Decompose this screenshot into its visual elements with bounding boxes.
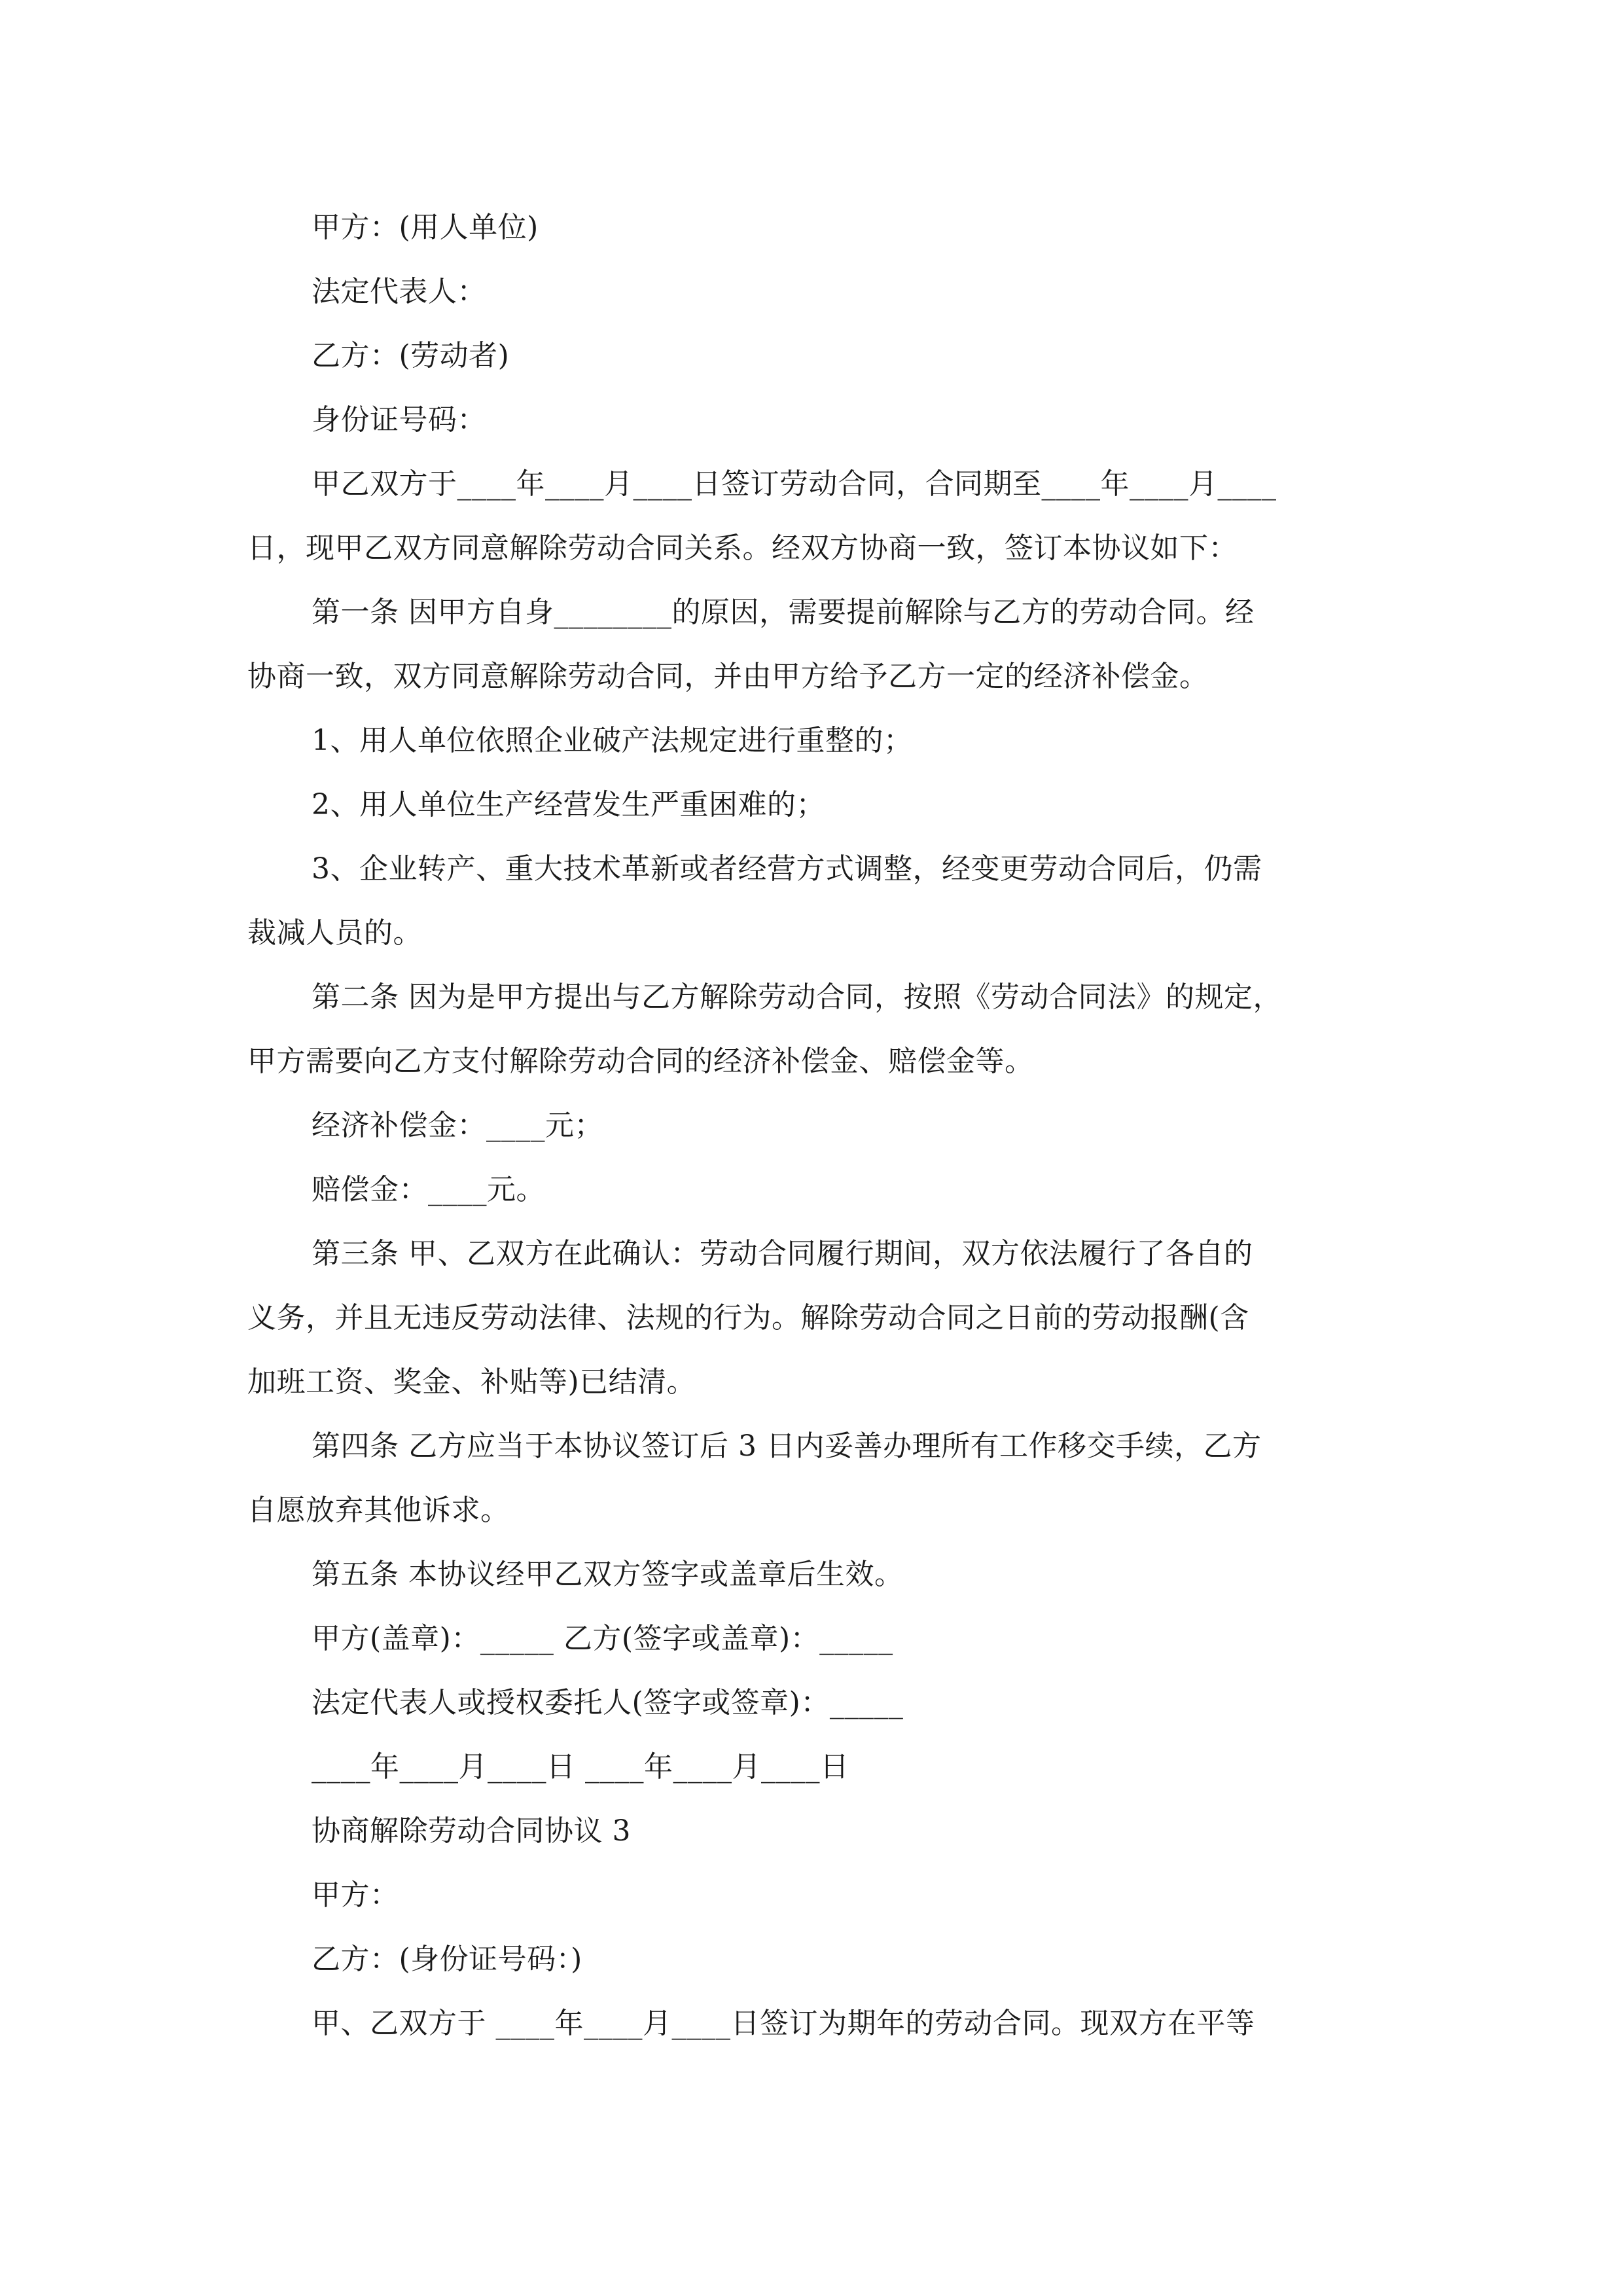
signature-line-parties: 甲方(盖章)：_____ 乙方(签字或盖章)：_____: [312, 1622, 893, 1655]
article-1-line-2: 协商一致，双方同意解除劳动合同，并由甲方给予乙方一定的经济补偿金。: [247, 660, 1209, 693]
severance-amount-line: 经济补偿金：____元；: [312, 1109, 603, 1142]
article-1-line-1: 第一条 因甲方自身________的原因，需要提前解除与乙方的劳动合同。经: [312, 596, 1255, 629]
section-heading-agreement-3: 协商解除劳动合同协议 3: [312, 1814, 631, 1848]
article-3-line-3: 加班工资、奖金、补贴等)已结清。: [247, 1365, 696, 1399]
agreement-3-preamble-line-1: 甲、乙双方于 ____年____月____日签订为期年的劳动合同。现双方在平等: [312, 2007, 1255, 2040]
party-b-label-2: 乙方：(身份证号码：): [312, 1943, 582, 1976]
article-2-line-1: 第二条 因为是甲方提出与乙方解除劳动合同，按照《劳动合同法》的规定，: [312, 980, 1282, 1014]
article-4-line-1: 第四条 乙方应当于本协议签订后 3 日内妥善办理所有工作移交手续，乙方: [312, 1429, 1262, 1463]
article-2-line-2: 甲方需要向乙方支付解除劳动合同的经济补偿金、赔偿金等。: [247, 1045, 1034, 1078]
reason-item-3-line-2: 裁减人员的。: [247, 916, 422, 950]
reason-item-1: 1、用人单位依照企业破产法规定进行重整的；: [312, 724, 913, 757]
legal-representative-label: 法定代表人：: [312, 275, 486, 308]
reason-item-2: 2、用人单位生产经营发生严重困难的；: [312, 788, 825, 821]
preamble-line-1: 甲乙双方于____年____月____日签订劳动合同，合同期至____年____月____: [312, 467, 1277, 501]
compensation-amount-line: 赔偿金：____元。: [312, 1173, 545, 1206]
party-b-label: 乙方：(劳动者): [312, 339, 510, 372]
signature-date-line: ____年____月____日 ____年____月____日: [312, 1750, 849, 1784]
party-a-label-2: 甲方：: [312, 1878, 399, 1912]
preamble-line-2: 日，现甲乙双方同意解除劳动合同关系。经双方协商一致，签订本协议如下：: [247, 531, 1238, 565]
party-a-label: 甲方：(用人单位): [312, 211, 539, 244]
article-4-line-2: 自愿放弃其他诉求。: [247, 1494, 510, 1527]
article-3-line-1: 第三条 甲、乙双方在此确认：劳动合同履行期间，双方依法履行了各自的: [312, 1237, 1253, 1270]
signature-line-representative: 法定代表人或授权委托人(签字或签章)：_____: [312, 1686, 904, 1719]
article-3-line-2: 义务，并且无违反劳动法律、法规的行为。解除劳动合同之日前的劳动报酬(含: [247, 1301, 1249, 1335]
article-5-line: 第五条 本协议经甲乙双方签字或盖章后生效。: [312, 1558, 904, 1591]
reason-item-3-line-1: 3、企业转产、重大技术革新或者经营方式调整，经变更劳动合同后，仍需: [312, 852, 1262, 886]
id-number-label: 身份证号码：: [312, 403, 486, 437]
